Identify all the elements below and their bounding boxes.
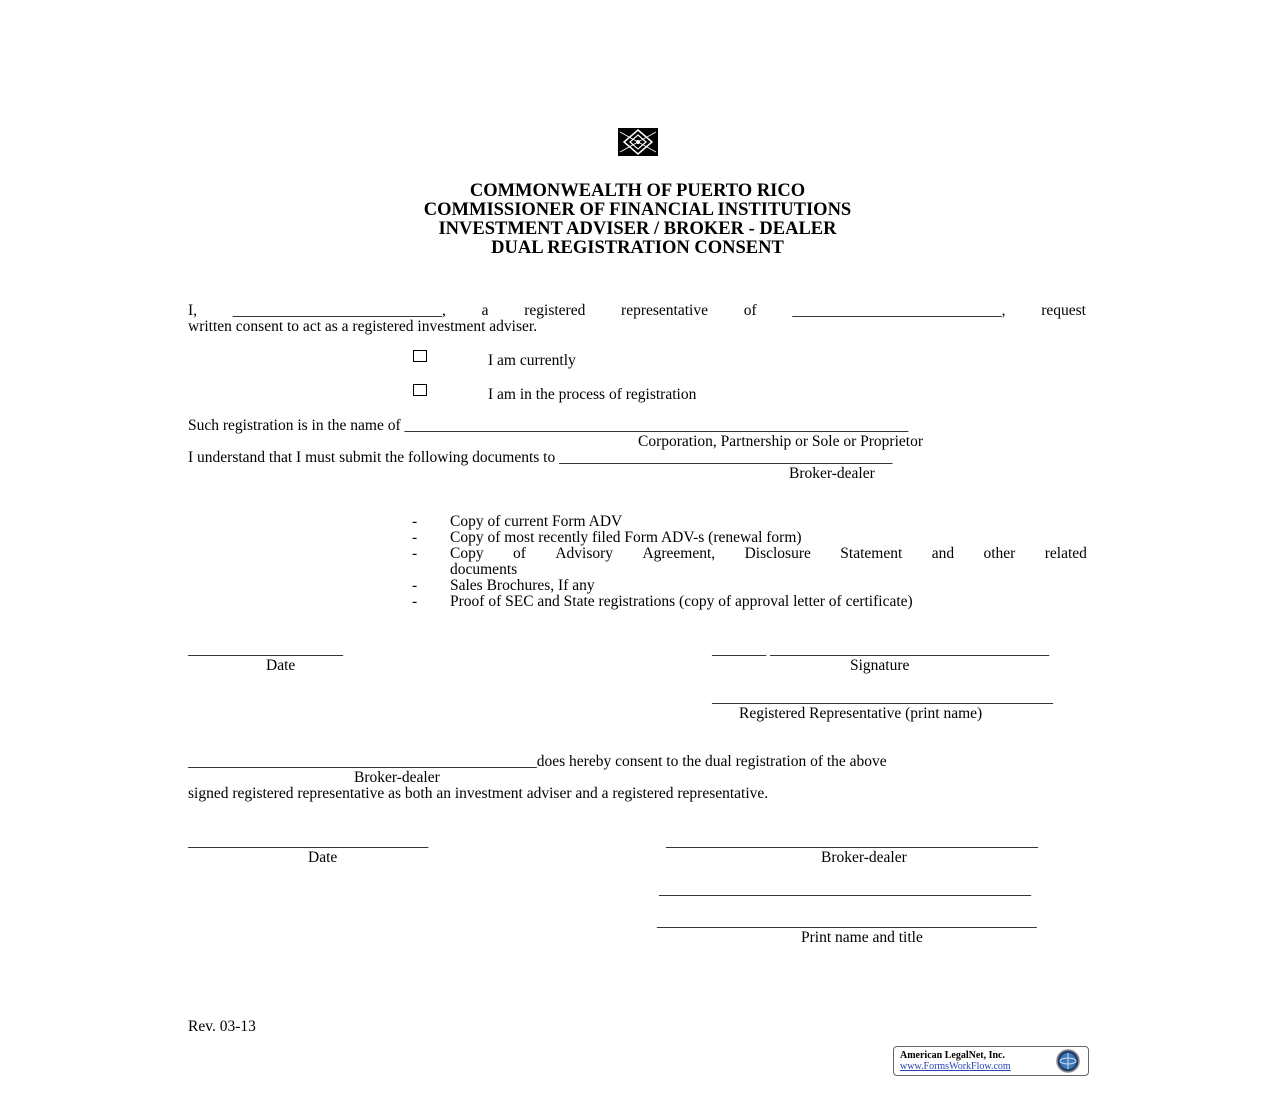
intro-word: registered bbox=[524, 302, 586, 319]
intro-line-1 bbox=[188, 303, 1086, 319]
logo-url-link[interactable]: www.FormsWorkFlow.com bbox=[900, 1061, 1011, 1072]
consent-broker-dealer-field[interactable]: _____________________________________________does hereby consent to the dual registration of the above bbox=[188, 753, 887, 770]
signature-label: Signature bbox=[850, 657, 910, 674]
list-item-word: related bbox=[1044, 545, 1087, 562]
firm-name-field[interactable]: ___________________________, bbox=[792, 302, 1006, 319]
list-bullet: - bbox=[412, 529, 418, 546]
submit-broker-dealer-field[interactable]: I understand that I must submit the following documents to ___________________________________________ bbox=[188, 449, 893, 466]
logo-company-name: American LegalNet, Inc. bbox=[900, 1050, 1005, 1061]
intro-word: a bbox=[481, 302, 489, 319]
intro-word: I, bbox=[188, 302, 198, 319]
list-bullet: - bbox=[412, 513, 418, 530]
list-item: Copy of most recently filed Form ADV-s (renewal form) bbox=[450, 529, 802, 546]
print-name-title-label: Print name and title bbox=[801, 929, 923, 946]
rep-print-name-field[interactable]: ____________________________________________ bbox=[712, 689, 1053, 706]
broker-dealer-signature-field[interactable]: ________________________________________________ bbox=[666, 833, 1038, 850]
intro-word: of bbox=[743, 302, 757, 319]
list-bullet: - bbox=[412, 545, 418, 562]
consent-broker-dealer-caption: Broker-dealer bbox=[354, 769, 440, 786]
header-line-3: INVESTMENT ADVISER / BROKER - DEALER bbox=[438, 219, 837, 239]
registration-in-process-checkbox[interactable] bbox=[413, 384, 427, 396]
registration-in-process-label: I am in the process of registration bbox=[488, 386, 697, 403]
date-label-2: Date bbox=[308, 849, 338, 866]
date-field-1[interactable]: ____________________ bbox=[188, 641, 343, 658]
representative-name-field[interactable]: ___________________________, bbox=[232, 302, 446, 319]
list-item-continuation: documents bbox=[450, 561, 518, 578]
list-item-word: Copy bbox=[450, 545, 484, 562]
intro-word: request bbox=[1041, 302, 1086, 319]
currently-registered-label: I am currently bbox=[488, 352, 576, 369]
blank-line-field[interactable]: ________________________________________________ bbox=[659, 881, 1031, 898]
list-item-word: Disclosure bbox=[744, 545, 811, 562]
signature-field[interactable]: _______ ____________________________________ bbox=[712, 641, 1050, 658]
intro-line-2: written consent to act as a registered investment adviser. bbox=[188, 318, 538, 335]
registration-name-field[interactable]: Such registration is in the name of _________________________________________________________________ bbox=[188, 417, 909, 434]
list-item-word: of bbox=[513, 545, 526, 562]
list-item bbox=[450, 546, 1087, 562]
print-name-title-field[interactable]: _________________________________________________ bbox=[657, 913, 1037, 930]
list-bullet: - bbox=[412, 577, 418, 594]
list-item: Sales Brochures, If any bbox=[450, 577, 595, 594]
intro-word: representative bbox=[621, 302, 708, 319]
rep-print-name-label: Registered Representative (print name) bbox=[739, 705, 983, 722]
list-item-word: Advisory bbox=[555, 545, 614, 562]
currently-registered-checkbox[interactable] bbox=[413, 350, 427, 362]
list-item: Proof of SEC and State registrations (copy of approval letter of certificate) bbox=[450, 593, 913, 610]
date-label-1: Date bbox=[266, 657, 296, 674]
header-line-2: COMMISSIONER OF FINANCIAL INSTITUTIONS bbox=[423, 200, 852, 220]
date-field-2[interactable]: _______________________________ bbox=[188, 833, 429, 850]
list-item: Copy of current Form ADV bbox=[450, 513, 623, 530]
list-item-word: Agreement, bbox=[642, 545, 716, 562]
list-bullet: - bbox=[412, 593, 418, 610]
list-item-word: and bbox=[931, 545, 955, 562]
list-item-word: Statement bbox=[840, 545, 903, 562]
seal-emblem-icon bbox=[618, 128, 658, 156]
submit-broker-dealer-caption: Broker-dealer bbox=[789, 465, 875, 482]
list-item-word: other bbox=[983, 545, 1016, 562]
consent-line-2: signed registered representative as both an investment adviser and a registered representative. bbox=[188, 785, 769, 802]
revision-label: Rev. 03-13 bbox=[188, 1018, 256, 1035]
american-legalnet-logo[interactable] bbox=[893, 1046, 1089, 1076]
registration-name-caption: Corporation, Partnership or Sole or Proprietor bbox=[638, 433, 923, 450]
header-line-1: COMMONWEALTH OF PUERTO RICO bbox=[469, 181, 806, 201]
broker-dealer-signature-label: Broker-dealer bbox=[821, 849, 907, 866]
globe-icon bbox=[1054, 1049, 1082, 1073]
header-line-4: DUAL REGISTRATION CONSENT bbox=[491, 238, 784, 258]
